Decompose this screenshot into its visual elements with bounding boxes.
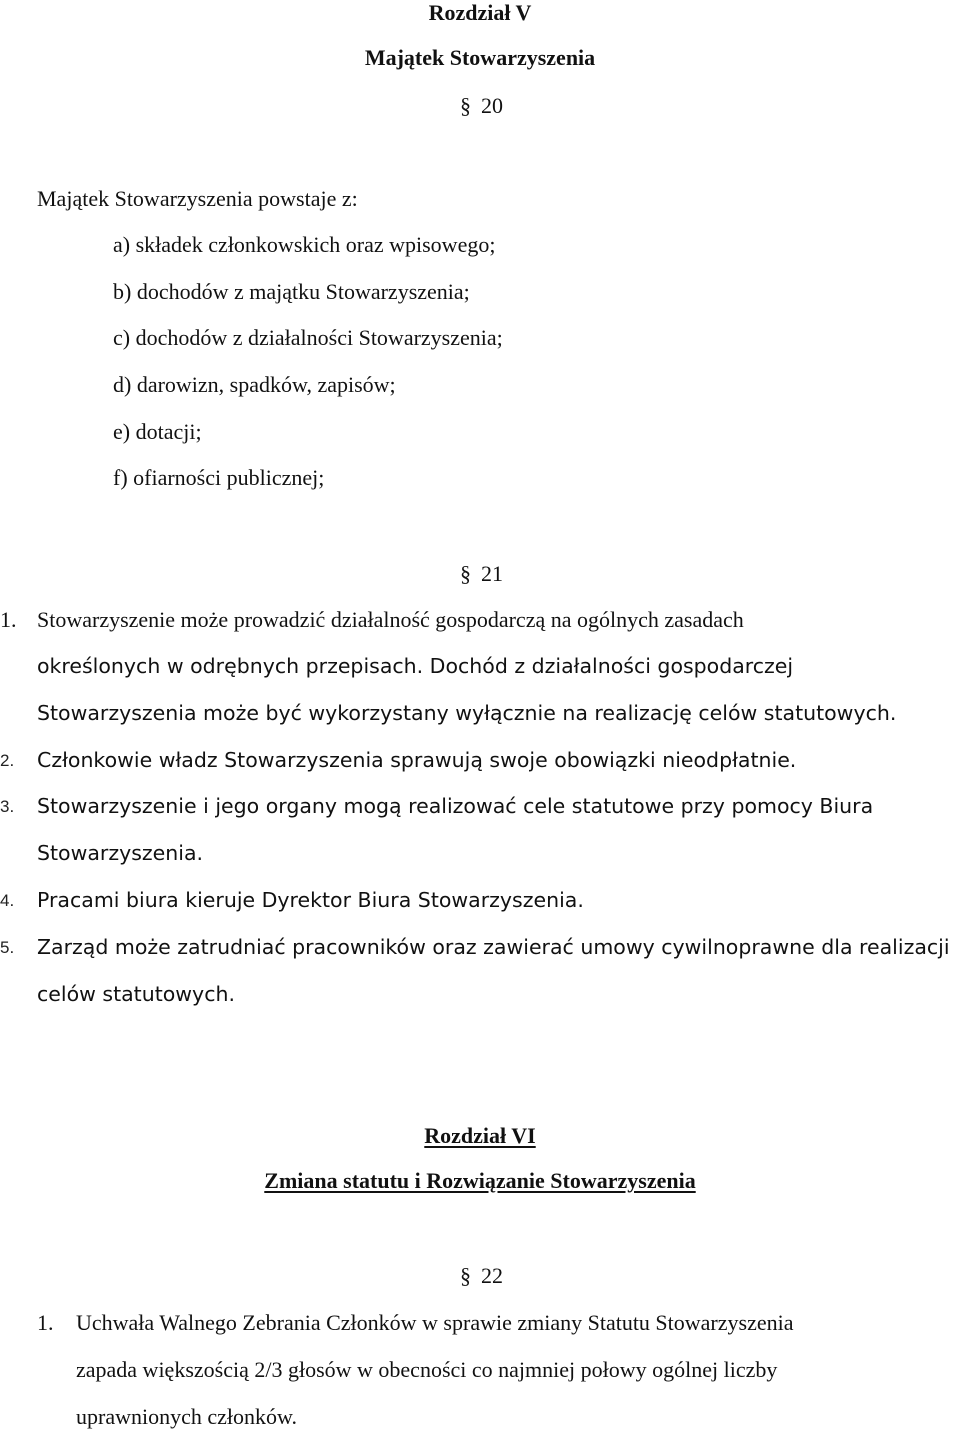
point-text-line: zapada większością 2/3 głosów w obecności co najmniej połowy ogólnej liczby [76, 1357, 778, 1382]
point-number: 1. [37, 1310, 54, 1335]
point-text-line: Stowarzyszenia może być wykorzystany wyłącznie na realizację celów statutowych. [37, 701, 897, 725]
chapter-6-subtitle: Zmiana statutu i Rozwiązanie Stowarzyszenia [264, 1168, 696, 1193]
chapter-6-title: Rozdział VI [424, 1123, 536, 1148]
paragraph-22-heading [460, 1265, 503, 1287]
point-text-line: określonych w odrębnych przepisach. Dochód z działalności gospodarczej [37, 654, 794, 678]
point-text-line: Uchwała Walnego Zebrania Członków w sprawie zmiany Statutu Stowarzyszenia [76, 1310, 794, 1335]
list-item: f) ofiarności publicznej; [113, 465, 325, 490]
chapter-5-subtitle: Majątek Stowarzyszenia [364, 45, 596, 70]
point-text-line: Zarząd może zatrudniać pracowników oraz zawierać umowy cywilnoprawne dla realizacji [37, 935, 950, 959]
paragraph-20-intro: Majątek Stowarzyszenia powstaje z: [37, 186, 358, 211]
list-item: a) składek członkowskich oraz wpisowego; [113, 232, 496, 257]
chapter-5-title: Rozdział V [428, 0, 532, 25]
paragraph-20-heading [460, 95, 503, 117]
list-item: e) dotacji; [113, 419, 202, 444]
paragraph-number: 21 [481, 561, 503, 586]
paragraph-21-heading [460, 563, 503, 585]
list-item: c) dochodów z działalności Stowarzyszenia; [113, 325, 503, 350]
paragraph-number: 20 [481, 93, 503, 118]
point-text-line: uprawnionych członków. [76, 1404, 297, 1429]
section-sign-icon: § [460, 93, 471, 118]
point-text-line: Członkowie władz Stowarzyszenia sprawują swoje obowiązki nieodpłatnie. [37, 748, 797, 772]
point-number: 1. [0, 607, 17, 632]
paragraph-number: 22 [481, 1263, 503, 1288]
point-number: 3. [0, 797, 15, 816]
point-text-line: Pracami biura kieruje Dyrektor Biura Stowarzyszenia. [37, 888, 584, 912]
point-number: 4. [0, 891, 15, 910]
point-text-line: Stowarzyszenie może prowadzić działalność gospodarczą na ogólnych zasadach [37, 607, 744, 632]
point-text-line: Stowarzyszenia. [37, 841, 204, 865]
list-item: d) darowizn, spadków, zapisów; [113, 372, 396, 397]
section-sign-icon: § [460, 1263, 471, 1288]
point-number: 2. [0, 751, 15, 770]
point-text-line: Stowarzyszenie i jego organy mogą realizować cele statutowe przy pomocy Biura [37, 794, 874, 818]
point-number: 5. [0, 938, 15, 957]
section-sign-icon: § [460, 561, 471, 586]
list-item: b) dochodów z majątku Stowarzyszenia; [113, 279, 470, 304]
point-text-line: celów statutowych. [37, 982, 235, 1006]
